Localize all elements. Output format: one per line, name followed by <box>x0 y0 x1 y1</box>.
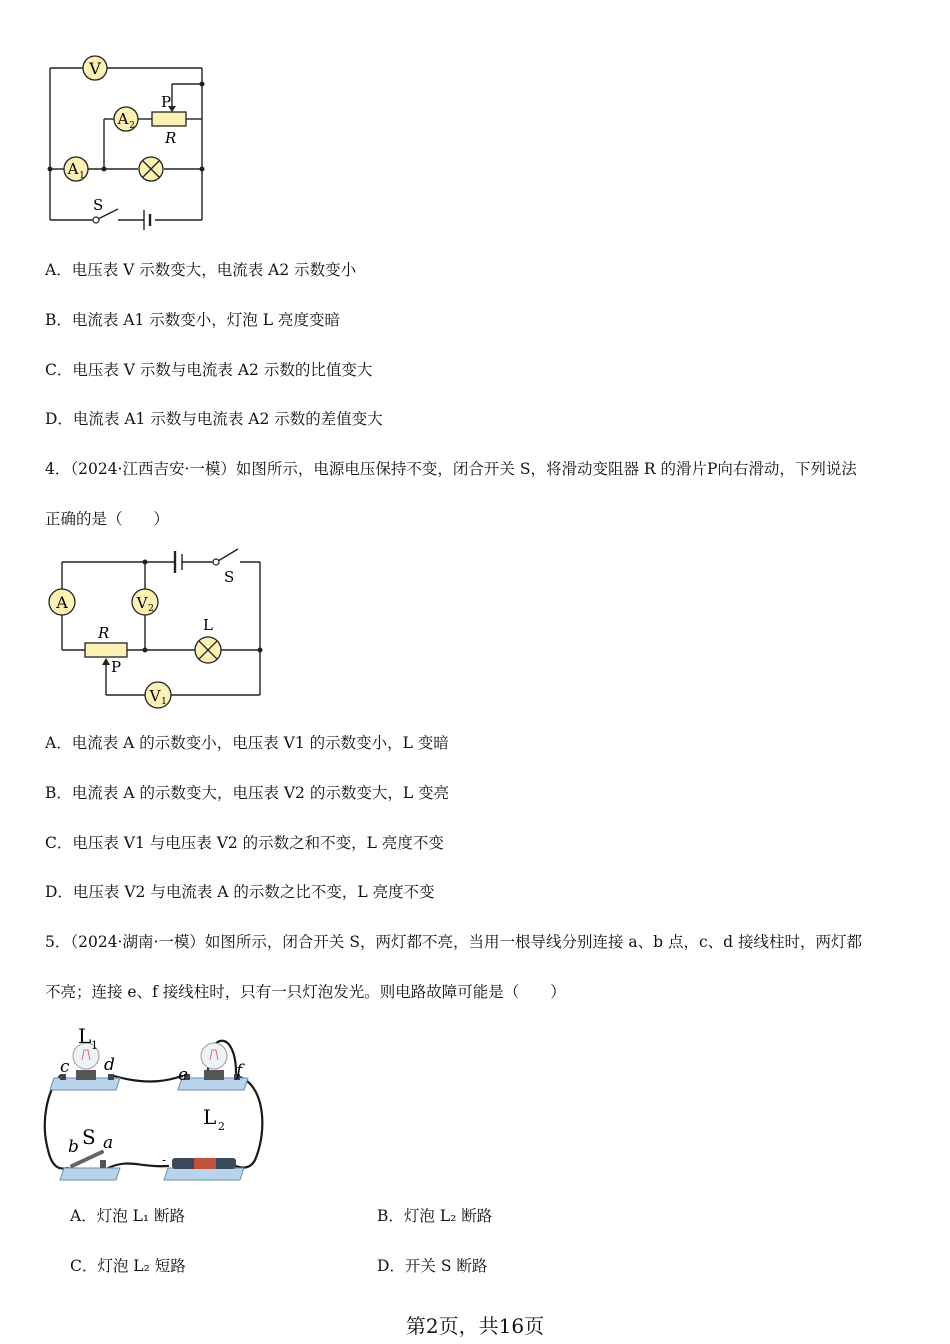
svg-text:S: S <box>93 196 104 214</box>
rheostat-r <box>85 643 127 657</box>
q4-option-d: D．电压表 V2 与电流表 A 的示数之比不变，L 亮度不变 <box>45 883 435 901</box>
svg-text:R: R <box>98 624 110 642</box>
svg-text:A: A <box>117 110 129 128</box>
svg-text:c: c <box>60 1057 70 1077</box>
q4-stem-line1: 4．（2024·江西吉安·一模）如图所示，电源电压保持不变，闭合开关 S，将滑动变阻器 R 的滑片P向右滑动，下列说法 <box>45 460 857 478</box>
q4-stem-line2: 正确的是（ ） <box>45 510 170 528</box>
svg-text:V: V <box>149 687 161 705</box>
q5-circuit-photo <box>40 1020 270 1185</box>
svg-text:d: d <box>104 1055 115 1075</box>
svg-text:V: V <box>89 59 101 78</box>
q4-option-c: C．电压表 V1 与电压表 V2 的示数之和不变，L 亮度不变 <box>45 834 444 852</box>
svg-text:S: S <box>224 568 235 586</box>
q5-option-d: D．开关 S 断路 <box>377 1257 488 1275</box>
svg-text:2: 2 <box>148 604 154 614</box>
svg-text:S: S <box>82 1125 96 1149</box>
svg-text:A: A <box>56 593 68 612</box>
svg-text:f: f <box>236 1061 243 1081</box>
svg-text:-: - <box>162 1153 167 1167</box>
q3-circuit-diagram <box>40 52 220 237</box>
svg-text:1: 1 <box>91 1039 98 1052</box>
q5-option-a: A．灯泡 L₁ 断路 <box>70 1207 186 1225</box>
q4-circuit-diagram <box>40 540 270 715</box>
svg-text:e: e <box>178 1065 189 1085</box>
svg-text:1: 1 <box>161 697 167 707</box>
svg-text:2: 2 <box>129 121 135 131</box>
svg-text:1: 1 <box>79 171 85 181</box>
svg-text:L: L <box>203 616 213 634</box>
q3-option-d: D．电流表 A1 示数与电流表 A2 示数的差值变大 <box>45 410 383 428</box>
svg-text:2: 2 <box>218 1120 225 1133</box>
svg-text:L: L <box>78 1024 92 1048</box>
svg-text:R: R <box>165 129 177 147</box>
page-footer: 第2页，共16页 <box>405 1314 545 1338</box>
q5-option-b: B．灯泡 L₂ 断路 <box>377 1207 493 1225</box>
svg-text:b: b <box>68 1137 79 1157</box>
q5-option-c: C．灯泡 L₂ 短路 <box>70 1257 186 1275</box>
q4-option-b: B．电流表 A 的示数变大，电压表 V2 的示数变大，L 变亮 <box>45 784 450 802</box>
svg-text:L: L <box>203 1105 217 1129</box>
q5-stem-line2: 不亮；连接 e、f 接线柱时，只有一只灯泡发光。则电路故障可能是（ ） <box>45 983 566 1001</box>
q3-option-a: A．电压表 V 示数变大，电流表 A2 示数变小 <box>45 261 357 279</box>
svg-text:V: V <box>136 594 148 612</box>
svg-text:A: A <box>67 160 79 178</box>
q4-option-a: A．电流表 A 的示数变小，电压表 V1 的示数变小，L 变暗 <box>45 734 449 752</box>
q3-option-c: C．电压表 V 示数与电流表 A2 示数的比值变大 <box>45 361 373 379</box>
q3-option-b: B．电流表 A1 示数变小，灯泡 L 亮度变暗 <box>45 311 340 329</box>
q5-stem-line1: 5．（2024·湖南·一模）如图所示，闭合开关 S，两灯都不亮，当用一根导线分别连接 a、b 点，c、d 接线柱时，两灯都 <box>45 933 863 951</box>
rheostat-r <box>152 112 186 126</box>
svg-text:P: P <box>111 658 122 676</box>
svg-text:P: P <box>161 93 172 111</box>
svg-text:a: a <box>103 1133 114 1153</box>
